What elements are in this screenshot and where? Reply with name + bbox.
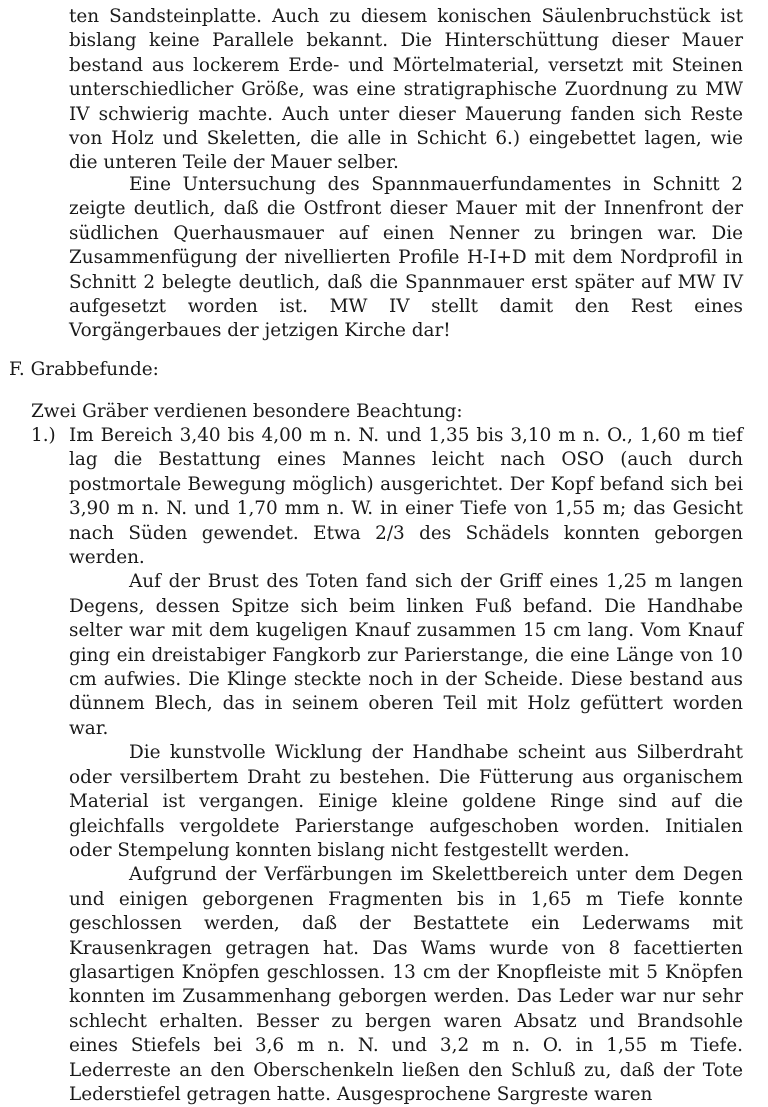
paragraph-lederwams: Aufgrund der Verfärbungen im Skelettbereich unter dem Degen und einigen geborgenen Fragmenten bis in 1,65 m Tiefe konnte geschlossen werden, daß der Bestattete ein Lederwams mit Krausenkragen getragen hat. Das Wams wurde von 8 facettierten glasartigen Knöpfen geschlossen. 13 cm der Knopfleiste mit 5 Knöpfen konnten im Zusammenhang geborgen werden. Das Leder war nur sehr schlecht erhalten. Besser zu bergen waren Absatz und Brandsohle eines Stiefels bei 3,6 m n. N. und 3,2 m n. O. in 1,55 m Tiefe. Lederreste an den Oberschenkeln ließen den Schluß zu, daß der Tote Lederstiefel getragen hatte. Ausgesprochene Sargreste waren (69, 864, 743, 1105)
item-body (69, 424, 743, 1107)
paragraph-spannmauerfundament: Eine Untersuchung des Spannmauerfundamentes in Schnitt 2 zeigte deutlich, daß die Ostfront dieser Mauer mit der Innenfront der südlichen Querhausmauer auf einen Nenner zu bringen war. Die Zusammenfügung der nivellierten Profile H-I+D mit dem Nordprofil in Schnitt 2 belegte deutlich, daß die Spannmauer erst später auf MW IV aufgesetzt worden ist. MW IV stellt damit den Rest eines Vorgängerbaues der jetzigen Kirche dar! (69, 174, 743, 342)
intro-line: Zwei Gräber verdienen besondere Beachtung: (31, 401, 463, 422)
item-number-label: 1.) (31, 425, 56, 446)
paragraph-saeulenbruchstueck: ten Sandsteinplatte. Auch zu diesem konischen Säulenbruchstück ist bislang keine Parallele bekannt. Die Hinterschüttung dieser Mauer bestand aus lockerem Erde- und Mörtelmaterial, versetzt mit Steinen unterschiedlicher Größe, was eine stratigraphische Zuordnung zu MW IV schwierig machte. Auch unter dieser Mauerung fanden sich Reste von Holz und Skeletten, die alle in Schicht 6.) eingebettet lagen, wie die unteren Teile der Mauer selber. (69, 6, 743, 174)
numbered-item-1 (31, 424, 743, 1107)
section-heading-grabbefunde: F. Grabbefunde: (9, 359, 159, 380)
paragraph-wicklung: Die kunstvolle Wicklung der Handhabe scheint aus Silberdraht oder versilbertem Draht zu bestehen. Die Fütterung aus organischem Material ist vergangen. Einige kleine goldene Ringe sind auf die gleichfalls vergoldete Parierstange aufgeschoben worden. Initialen oder Stempelung konnten bislang nicht festgestellt werden. (69, 742, 743, 861)
paragraph-bestattung: Im Bereich 3,40 bis 4,00 m n. N. und 1,35 bis 3,10 m n. O., 1,60 m tief lag die Bestattung eines Mannes leicht nach OSO (auch durch postmortale Bewegung möglich) ausgerichtet. Der Kopf befand sich bei 3,90 m n. N. und 1,70 mm n. W. in einer Tiefe von 1,55 m; das Gesicht nach Süden gewendet. Etwa 2/3 des Schädels konnten geborgen werden. (69, 425, 743, 569)
paragraph-degen: Auf der Brust des Toten fand sich der Griff eines 1,25 m langen Degens, dessen Spitze sich beim linken Fuß befand. Die Handhabe selter war mit dem kugeligen Knauf zusammen 15 cm lang. Vom Knauf ging ein dreistabiger Fangkorb zur Parierstange, die eine Länge von 10 cm aufwies. Die Klinge steckte noch in der Scheide. Diese bestand aus dünnem Blech, das in seinem oberen Teil mit Holz gefüttert worden war. (69, 571, 743, 739)
